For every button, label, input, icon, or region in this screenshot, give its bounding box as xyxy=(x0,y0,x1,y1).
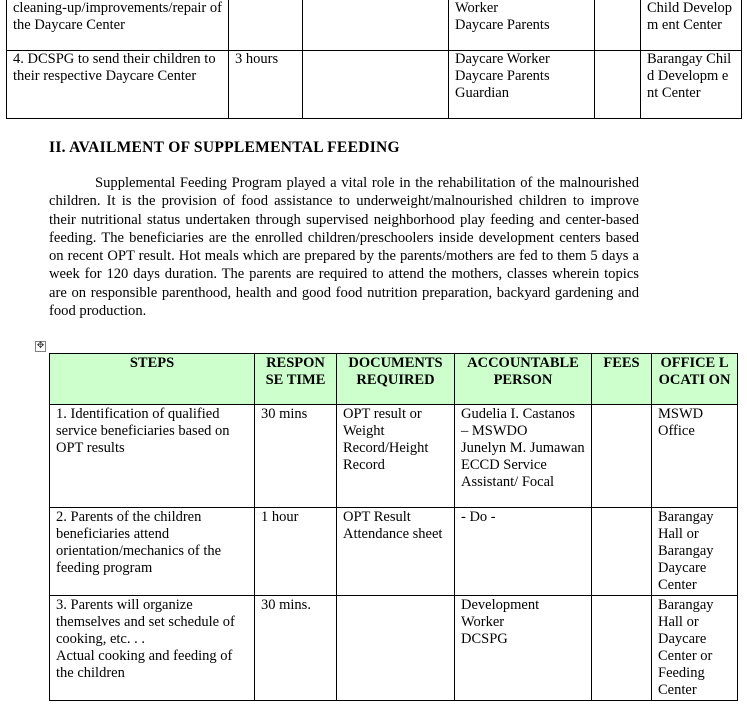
person-cell: Daycare Worker Daycare Parents Guardian xyxy=(449,51,595,119)
office-cell: Barangay Hall or Barangay Daycare Center xyxy=(652,508,738,596)
step-cell: 1. Identification of qualified service beneficiaries based on OPT results xyxy=(50,405,255,508)
header-documents: DOCUMENTS REQUIRED xyxy=(337,354,455,405)
body-paragraph xyxy=(49,174,639,320)
time-cell: 3 hours xyxy=(229,51,303,119)
table-header-row xyxy=(50,354,738,405)
header-fees: FEES xyxy=(592,354,652,405)
fees-cell xyxy=(595,0,641,51)
header-office-location: OFFICE LOCATI ON xyxy=(652,354,738,405)
table-row xyxy=(50,508,738,596)
header-accountable-person: ACCOUNTABLE PERSON xyxy=(455,354,592,405)
fees-cell xyxy=(592,405,652,508)
time-cell: 30 mins xyxy=(255,405,337,508)
steps-table xyxy=(49,353,738,701)
docs-cell xyxy=(337,596,455,701)
section-heading: II. AVAILMENT OF SUPPLEMENTAL FEEDING xyxy=(49,139,400,156)
docs-cell xyxy=(303,0,449,51)
fees-cell xyxy=(592,508,652,596)
fees-cell xyxy=(592,596,652,701)
docs-cell: OPT result or Weight Record/Height Record xyxy=(337,405,455,508)
step-cell: cleaning-up/improvements/repair of the Daycare Center xyxy=(7,0,229,51)
step-cell: 4. DCSPG to send their children to their respective Daycare Center xyxy=(7,51,229,119)
fees-cell xyxy=(595,51,641,119)
time-cell: 1 hour xyxy=(255,508,337,596)
office-cell: Child Developm ent Center xyxy=(641,0,742,51)
step-cell: 2. Parents of the children beneficiaries attend orientation/mechanics of the feeding program xyxy=(50,508,255,596)
person-cell: Worker Daycare Parents xyxy=(449,0,595,51)
person-cell: Development Worker DCSPG xyxy=(455,596,592,701)
time-cell: 30 mins. xyxy=(255,596,337,701)
paragraph-text: Supplemental Feeding Program played a vital role in the rehabilitation of the malnourished children. It is the provision of food assistance to underweight/malnourished children to improve their nutritional status undertaken through supervised neighborhood play feeding and center-based feeding. The beneficiaries are the enrolled children/preschoolers inside development centers based on recent OPT result. Hot meals which are prepared by the parents/mothers are fed to them 5 days a week for 120 days duration. The parents are required to attend the mothers, classes wherein topics are on responsible parenthood, health and good food nutrition preparation, backyard gardening and food production. xyxy=(49,175,639,320)
table-row xyxy=(7,0,742,51)
header-response-time: RESPON SE TIME xyxy=(255,354,337,405)
docs-cell: OPT Result Attendance sheet xyxy=(337,508,455,596)
table-row xyxy=(7,51,742,119)
office-cell: MSWD Office xyxy=(652,405,738,508)
table-row xyxy=(50,405,738,508)
time-cell xyxy=(229,0,303,51)
office-cell: Barangay Hall or Daycare Center or Feeding Center xyxy=(652,596,738,701)
move-handle-icon[interactable]: ✥ xyxy=(36,341,45,351)
header-steps: STEPS xyxy=(50,354,255,405)
person-cell: - Do - xyxy=(455,508,592,596)
office-cell: Barangay Child Developm ent Center xyxy=(641,51,742,119)
step-cell: 3. Parents will organize themselves and set schedule of cooking, etc. . . Actual cooking and feeding of the children xyxy=(50,596,255,701)
continuation-table xyxy=(6,0,742,119)
docs-cell xyxy=(303,51,449,119)
table-row xyxy=(50,596,738,701)
person-cell: Gudelia I. Castanos – MSWDO Junelyn M. Jumawan ECCD Service Assistant/ Focal xyxy=(455,405,592,508)
